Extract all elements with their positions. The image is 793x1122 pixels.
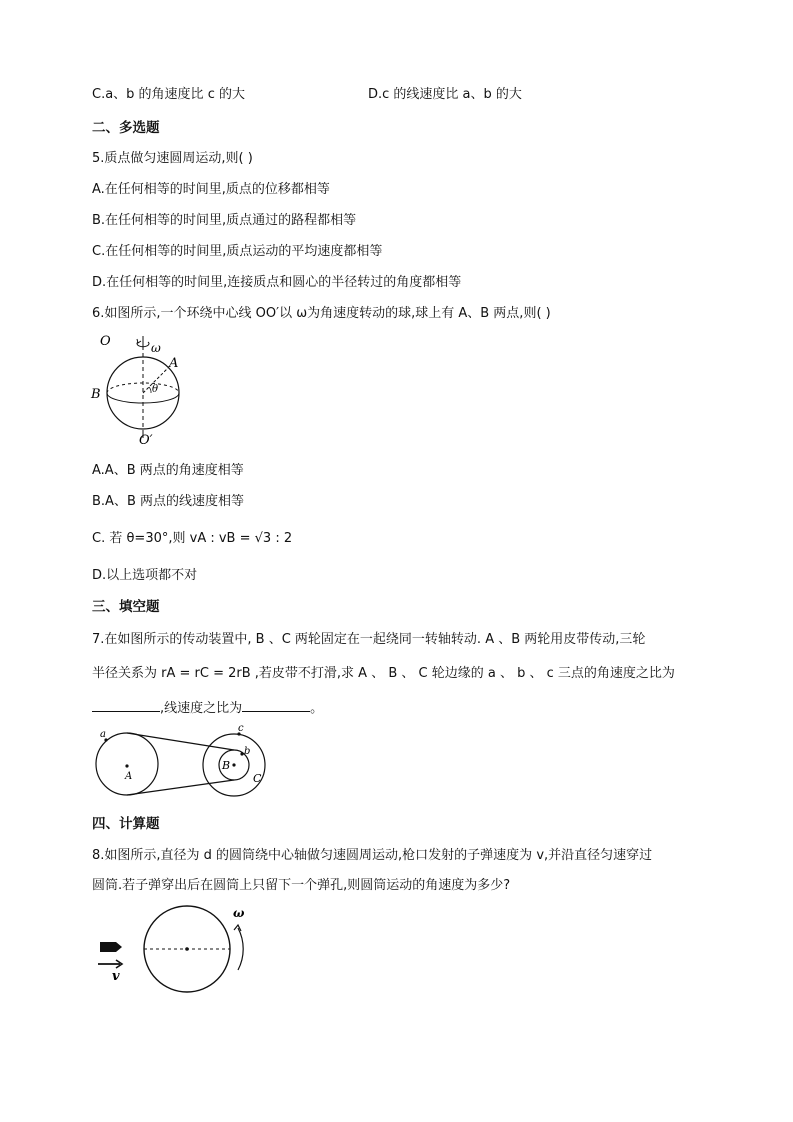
q7-line-3-end: 。 <box>310 701 324 716</box>
q5-option-a: A.在任何相等的时间里,质点的位移都相等 <box>92 182 330 197</box>
q6-option-a: A.A、B 两点的角速度相等 <box>92 463 244 478</box>
q6-label-a: A <box>169 356 179 371</box>
q5-option-d: D.在任何相等的时间里,连接质点和圆心的半径转过的角度都相等 <box>92 275 462 290</box>
q5-stem: 5.质点做匀速圆周运动,则( ) <box>92 151 253 166</box>
q7-belt-drive-figure <box>92 724 272 804</box>
q7-label-a: a <box>100 729 106 740</box>
q4-option-d: D.c 的线速度比 a、b 的大 <box>368 87 522 102</box>
q7-line-3-mid: ,线速度之比为 <box>160 701 243 716</box>
q7-label-b: b <box>244 746 251 757</box>
q6-option-d: D.以上选项都不对 <box>92 568 198 583</box>
q7-label-wheel-a: A <box>125 771 133 782</box>
q6-label-b: B <box>91 387 101 402</box>
q8-cylinder-figure <box>92 902 262 998</box>
q6-label-o-prime: O′ <box>139 433 153 448</box>
q7-answer-blank-1[interactable] <box>92 699 160 712</box>
q7-label-wheel-c: C <box>253 772 262 785</box>
section-heading-fill: 三、填空题 <box>92 599 160 615</box>
q6-option-b: B.A、B 两点的线速度相等 <box>92 494 244 509</box>
q6-label-o: O <box>100 334 111 349</box>
q6-stem: 6.如图所示,一个环绕中心线 OO′以 ω为角速度转动的球,球上有 A、B 两点,则( ) <box>92 306 551 321</box>
q5-option-b: B.在任何相等的时间里,质点通过的路程都相等 <box>92 213 357 228</box>
q4-option-c: C.a、b 的角速度比 c 的大 <box>92 87 245 102</box>
q7-label-c: c <box>238 724 244 734</box>
q7-label-wheel-b: B <box>222 759 231 772</box>
q5-option-c: C.在任何相等的时间里,质点运动的平均速度都相等 <box>92 244 383 259</box>
section-heading-multi: 二、多选题 <box>92 120 160 136</box>
q8-line-1: 8.如图所示,直径为 d 的圆筒绕中心轴做匀速圆周运动,枪口发射的子弹速度为 v,并沿直径匀速穿过 <box>92 848 653 863</box>
q7-line-3 <box>92 697 323 716</box>
q6-option-c: C. 若 θ=30°,则 vA : vB = √3 : 2 <box>92 531 293 546</box>
q8-label-v: v <box>112 969 120 984</box>
section-heading-calc: 四、计算题 <box>92 816 160 832</box>
q6-label-omega: ω <box>151 341 161 355</box>
q7-answer-blank-2[interactable] <box>242 699 310 712</box>
q6-sphere-figure <box>88 322 198 448</box>
bullet-icon <box>100 942 116 952</box>
q8-label-omega: ω <box>233 906 245 920</box>
q7-line-1: 7.在如图所示的传动装置中, B 、C 两轮固定在一起绕同一转轴转动. A 、B 两轮用皮带传动,三轮 <box>92 632 646 647</box>
q6-label-theta: θ <box>152 384 159 395</box>
q7-line-2: 半径关系为 rA = rC = 2rB ,若皮带不打滑,求 A 、 B 、 C 轮边缘的 a 、 b 、 c 三点的角速度之比为 <box>92 666 675 681</box>
q8-line-2: 圆筒.若子弹穿出后在圆筒上只留下一个弹孔,则圆筒运动的角速度为多少? <box>92 878 511 893</box>
